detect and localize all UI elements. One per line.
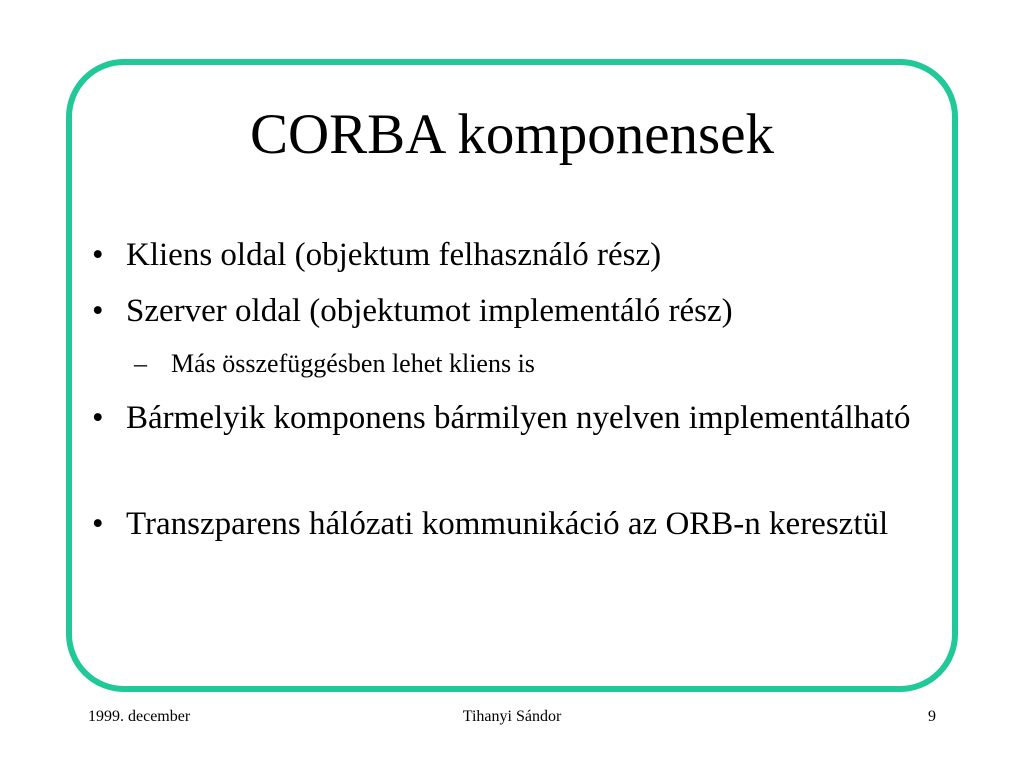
bullet-item bbox=[92, 394, 932, 442]
bullet-item bbox=[92, 231, 932, 279]
bullet-item bbox=[92, 500, 932, 548]
bullet-marker: • bbox=[92, 400, 104, 436]
bullet-text: Transzparens hálózati kommunikáció az ORB-n keresztül bbox=[126, 506, 889, 542]
sub-bullet-marker: – bbox=[134, 349, 147, 378]
bullet-marker: • bbox=[92, 237, 104, 273]
footer-author: Tihanyi Sándor bbox=[462, 708, 562, 725]
bullet-text: Szerver oldal (objektumot implementáló rész) bbox=[126, 293, 733, 329]
footer-page-number: 9 bbox=[928, 708, 936, 725]
bullet-item bbox=[92, 287, 932, 335]
bullet-marker: • bbox=[92, 293, 104, 329]
bullet-text: Bármelyik komponens bármilyen nyelven implementálható bbox=[126, 400, 911, 436]
footer-date: 1999. december bbox=[88, 708, 191, 725]
sub-bullet-item bbox=[134, 346, 914, 382]
bullet-text: Kliens oldal (objektum felhasználó rész) bbox=[126, 237, 662, 273]
bullet-marker: • bbox=[92, 506, 104, 542]
slide-title: CORBA komponensek bbox=[249, 103, 775, 166]
sub-bullet-text: Más összefüggésben lehet kliens is bbox=[171, 349, 535, 378]
